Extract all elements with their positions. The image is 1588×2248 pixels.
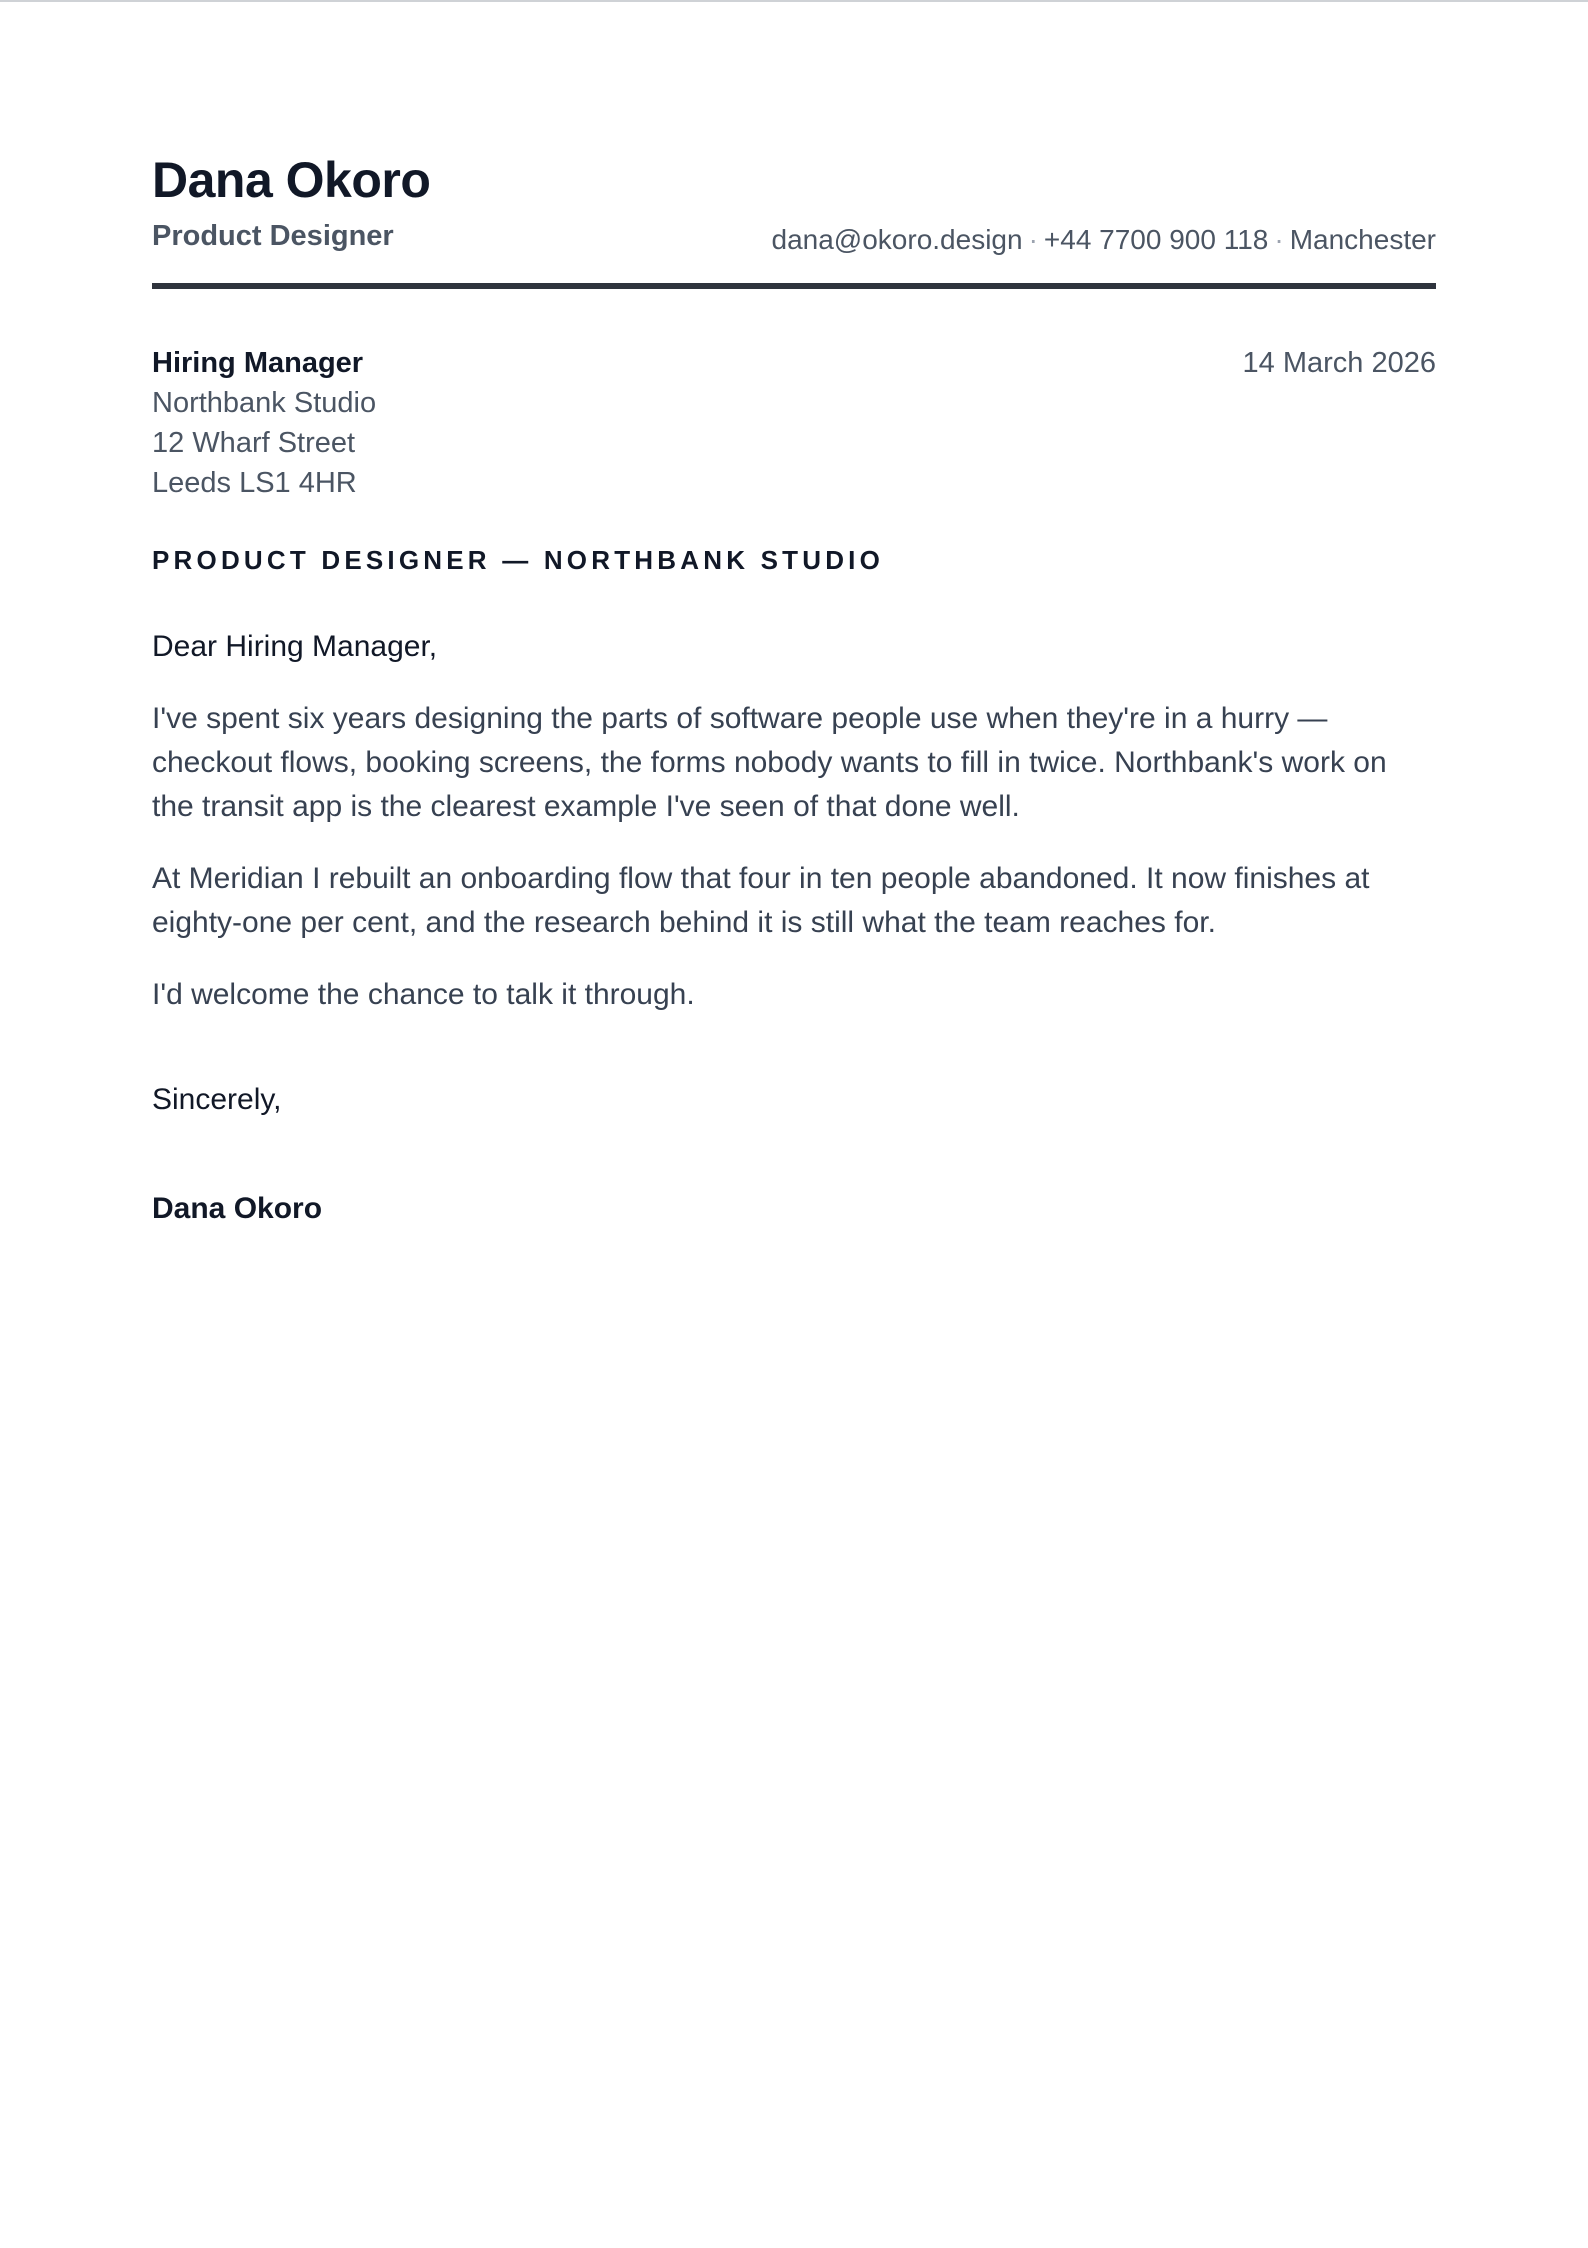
sender-name: Dana Okoro <box>152 152 431 208</box>
body-paragraph: At Meridian I rebuilt an onboarding flow that four in ten people abandoned. It now finishes at eighty-one per cent, and the research behind it is still what the team reaches for. <box>152 862 1370 939</box>
letter-date: 14 March 2026 <box>1242 347 1436 379</box>
sender-role: Product Designer <box>152 220 394 252</box>
letterhead <box>152 0 1436 290</box>
body-paragraph: I've spent six years designing the parts of software people use when they're in a hurry — checkout flows, booking screens, the forms nobody wants to fill in twice. Northbank's work on the transit app is the clearest example I've seen of that done well. <box>152 702 1387 823</box>
letter-subject: PRODUCT DESIGNER — NORTHBANK STUDIO <box>152 545 885 575</box>
sender-phone: +44 7700 900 118 <box>1043 224 1269 255</box>
contact-separator: · <box>1028 224 1038 255</box>
sender-location: Manchester <box>1289 224 1436 255</box>
sender-contact <box>772 222 1436 258</box>
recipient-block <box>152 343 1436 503</box>
sender-email: dana@okoro.design <box>771 224 1023 255</box>
salutation: Dear Hiring Manager, <box>152 630 438 663</box>
closing: Sincerely, <box>152 1083 282 1116</box>
recipient-company: Northbank Studio <box>152 387 377 419</box>
signature: Dana Okoro <box>152 1192 323 1225</box>
letter-body <box>152 625 1436 1045</box>
header-divider <box>152 283 1436 289</box>
cover-letter-page <box>152 0 1436 1225</box>
recipient-title: Hiring Manager <box>152 347 364 379</box>
body-paragraph: I'd welcome the chance to talk it through. <box>152 978 695 1011</box>
recipient-city: Leeds LS1 4HR <box>152 467 357 499</box>
recipient-street: 12 Wharf Street <box>152 427 356 459</box>
contact-separator: · <box>1274 224 1284 255</box>
